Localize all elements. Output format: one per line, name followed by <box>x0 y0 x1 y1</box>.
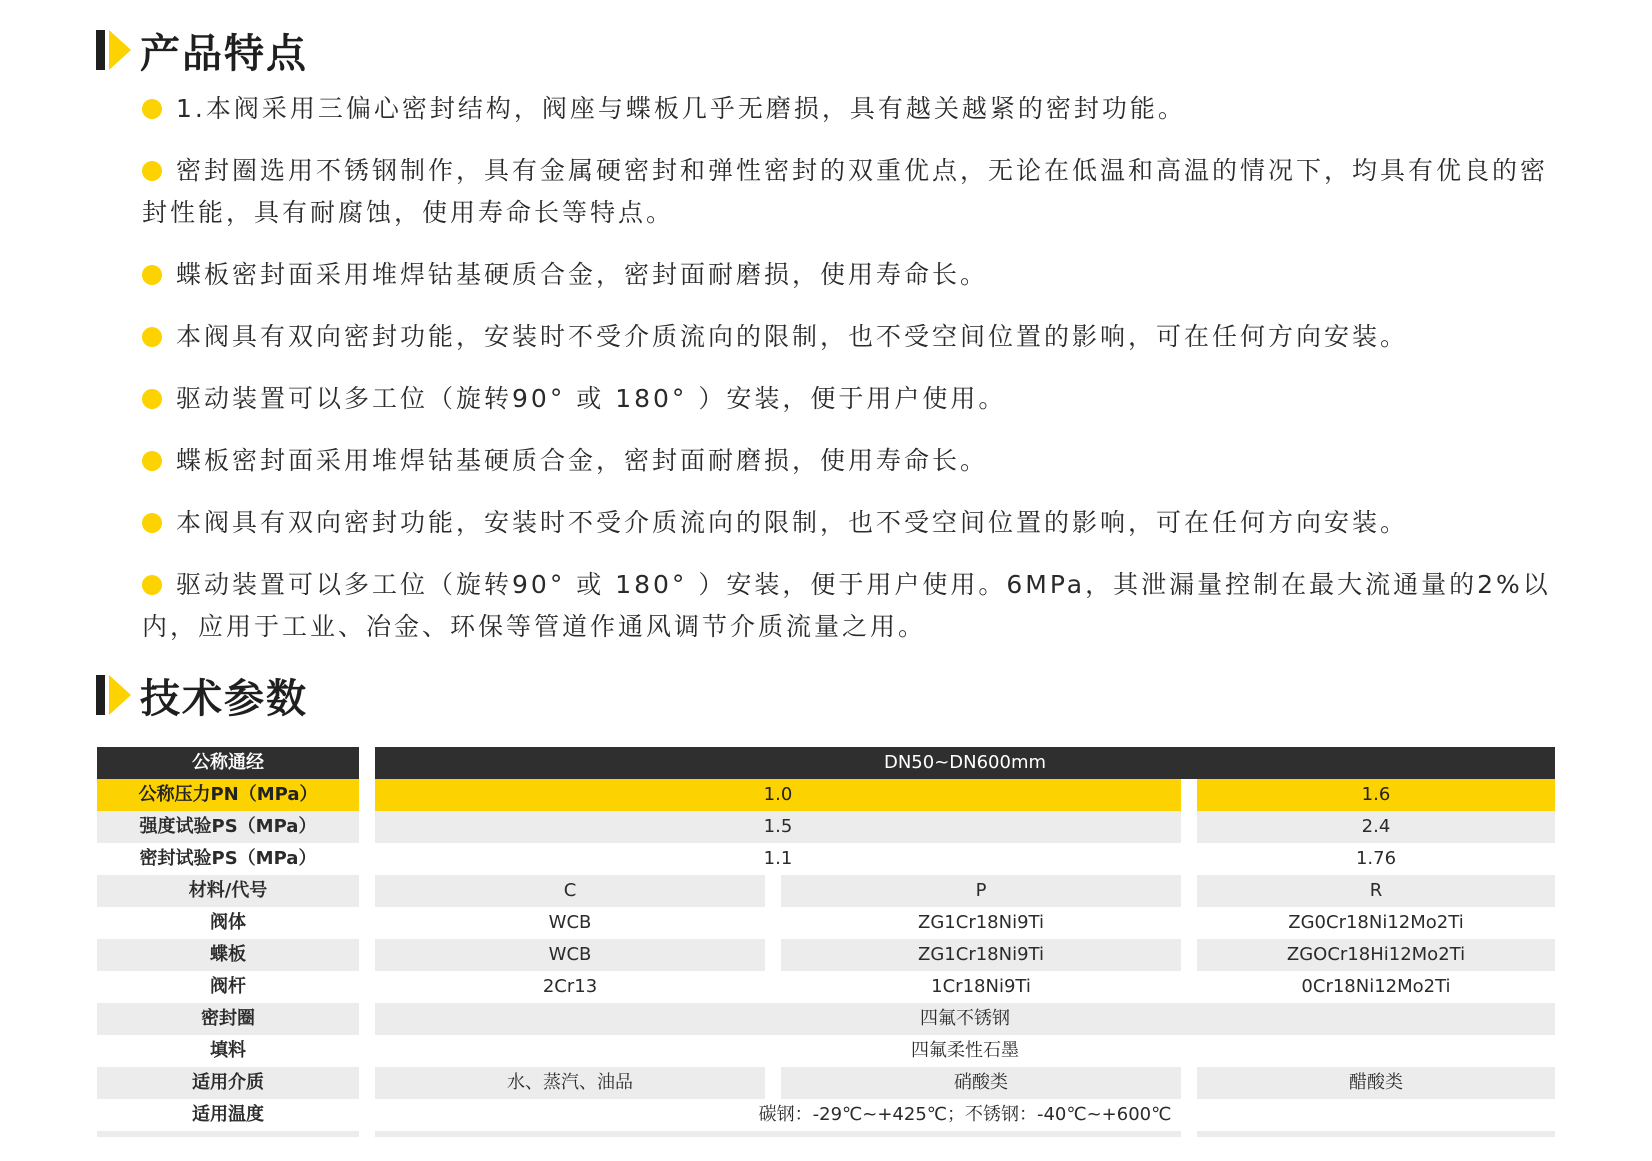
table-cell: 1.76 <box>1197 843 1555 875</box>
feature-item: 1.本阀采用三偏心密封结构，阀座与蝶板几乎无磨损，具有越关越紧的密封功能。 <box>142 88 1562 130</box>
table-cell: 硝酸类 <box>781 1067 1181 1099</box>
feature-item: 驱动装置可以多工位（旋转90° 或 180° ）安装，便于用户使用。 <box>142 378 1562 420</box>
table-row <box>97 1003 1555 1035</box>
bullet-dot-icon <box>142 161 162 181</box>
table-cell: 1.0 <box>375 779 1181 811</box>
bullet-dot-icon <box>142 265 162 285</box>
features-header <box>96 25 308 75</box>
row-label: 阀体 <box>97 907 359 939</box>
table-cell: 2Cr13 <box>375 971 765 1003</box>
table-row <box>97 939 1555 971</box>
table-cell: DN50~DN600mm <box>375 747 1555 779</box>
table-cell: WCB <box>375 939 765 971</box>
feature-item: 蝶板密封面采用堆焊钴基硬质合金，密封面耐磨损，使用寿命长。 <box>142 254 1562 296</box>
feature-item: 本阀具有双向密封功能，安装时不受介质流向的限制，也不受空间位置的影响，可在任何方向安装。 <box>142 502 1562 544</box>
table-row <box>97 1035 1555 1067</box>
table-bottom-border <box>97 1131 1555 1137</box>
bullet-dot-icon <box>142 99 162 119</box>
table-cell: 四氟柔性石墨 <box>375 1035 1555 1067</box>
table-cell: 四氟不锈钢 <box>375 1003 1555 1035</box>
row-label: 适用温度 <box>97 1099 359 1131</box>
bullet-dot-icon <box>142 513 162 533</box>
bullet-dot-icon <box>142 451 162 471</box>
row-label: 公称压力PN（MPa） <box>97 779 359 811</box>
row-label: 填料 <box>97 1035 359 1067</box>
feature-item: 蝶板密封面采用堆焊钴基硬质合金，密封面耐磨损，使用寿命长。 <box>142 440 1562 482</box>
row-label: 蝶板 <box>97 939 359 971</box>
row-label: 公称通经 <box>97 747 359 779</box>
row-label: 强度试验PS（MPa） <box>97 811 359 843</box>
row-label: 材料/代号 <box>97 875 359 907</box>
params-table <box>97 747 1555 1131</box>
feature-item: 本阀具有双向密封功能，安装时不受介质流向的限制，也不受空间位置的影响，可在任何方向安装。 <box>142 316 1562 358</box>
table-cell: ZG1Cr18Ni9Ti <box>781 939 1181 971</box>
row-label: 密封圈 <box>97 1003 359 1035</box>
features-list <box>142 88 1562 668</box>
table-row <box>97 811 1555 843</box>
section-marker-icon <box>96 673 132 717</box>
row-label: 密封试验PS（MPa） <box>97 843 359 875</box>
features-title: 产品特点 <box>140 30 308 77</box>
row-label: 阀杆 <box>97 971 359 1003</box>
table-row <box>97 1099 1555 1131</box>
table-row <box>97 1067 1555 1099</box>
row-label: 适用介质 <box>97 1067 359 1099</box>
table-cell: 碳钢：-29℃~+425℃；不锈钢：-40℃~+600℃ <box>375 1099 1555 1131</box>
table-cell: 0Cr18Ni12Mo2Ti <box>1197 971 1555 1003</box>
table-cell: 2.4 <box>1197 811 1555 843</box>
table-row <box>97 747 1555 779</box>
table-row <box>97 843 1555 875</box>
table-cell: ZG1Cr18Ni9Ti <box>781 907 1181 939</box>
bullet-dot-icon <box>142 389 162 409</box>
table-cell: ZG0Cr18Ni12Mo2Ti <box>1197 907 1555 939</box>
table-row <box>97 907 1555 939</box>
table-cell: 1.5 <box>375 811 1181 843</box>
table-cell: C <box>375 875 765 907</box>
bullet-dot-icon <box>142 575 162 595</box>
table-cell: R <box>1197 875 1555 907</box>
table-row <box>97 779 1555 811</box>
table-row <box>97 875 1555 907</box>
table-cell: 醋酸类 <box>1197 1067 1555 1099</box>
section-marker-icon <box>96 28 132 72</box>
params-title: 技术参数 <box>140 675 308 722</box>
table-cell: 1.6 <box>1197 779 1555 811</box>
feature-item: 密封圈选用不锈钢制作，具有金属硬密封和弹性密封的双重优点，无论在低温和高温的情况下，均具有优良的密封性能，具有耐腐蚀，使用寿命长等特点。 <box>142 156 1549 227</box>
table-row <box>97 971 1555 1003</box>
table-cell: WCB <box>375 907 765 939</box>
feature-item: 驱动装置可以多工位（旋转90° 或 180° ）安装，便于用户使用。6MPa，其泄漏量控制在最大流通量的2%以内，应用于工业、冶金、环保等管道作通风调节介质流量之用。 <box>142 570 1551 641</box>
table-cell: 1.1 <box>375 843 1181 875</box>
table-cell: 1Cr18Ni9Ti <box>781 971 1181 1003</box>
table-cell: 水、蒸汽、油品 <box>375 1067 765 1099</box>
table-cell: P <box>781 875 1181 907</box>
params-header <box>96 670 308 720</box>
bullet-dot-icon <box>142 327 162 347</box>
table-cell: ZGOCr18Hi12Mo2Ti <box>1197 939 1555 971</box>
